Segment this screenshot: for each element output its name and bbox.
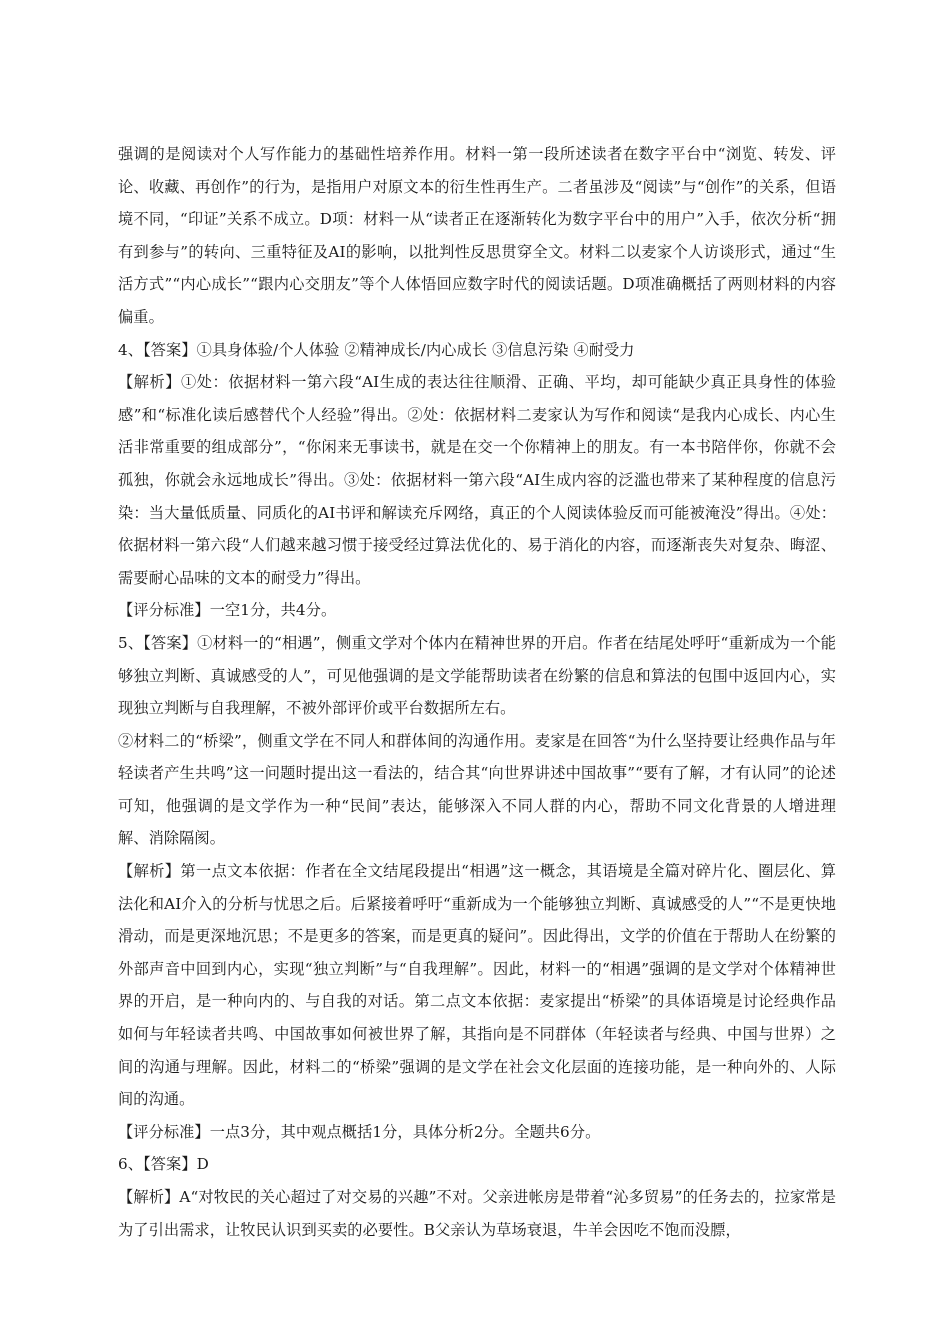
paragraph-q4-analysis: 【解析】①处：依据材料一第六段“AI生成的表达往往顺滑、正确、平均，却可能缺少真正具身性的体验感”和“标准化读后感替代个人经验”得出。②处：依据材料二麦家认为写作和阅读“是我内心成长、内心生活非常重要的组成部分”，“你闲来无事读书，就是在交一个你精神上的朋友。有一本书陪伴你，你就不会孤独，你就会永远地成长”得出。③处：依据材料一第六段“AI生成内容的泛滥也带来了某种程度的信息污染：当大量低质量、同质化的AI书评和解读充斥网络，真正的个人阅读体验反而可能被淹没”得出。④处：依据材料一第六段“人们越来越习惯于接受经过算法优化的、易于消化的内容，而逐渐丧失对复杂、晦涩、需要耐心品味的文本的耐受力”得出。 — [118, 373, 836, 587]
paragraph-q6-analysis: 【解析】A“对牧民的关心超过了对交易的兴趣”不对。父亲进帐房是带着“沁多贸易”的任务去的，拉家常是为了引出需求，让牧民认识到买卖的必要性。B父亲认为草场衰退，牛羊会因吃不饱而没膘， — [118, 1188, 836, 1239]
paragraph-q4-answer: 4、【答案】①具身体验/个人体验 ②精神成长/内心成长 ③信息污染 ④耐受力 — [118, 340, 635, 359]
paragraph-q5-answer-point-1: 5、【答案】①材料一的“相遇”，侧重文学对个体内在精神世界的开启。作者在结尾处呼吁“重新成为一个能够独立判断、真诚感受的人”，可见他强调的是文学能帮助读者在纷繁的信息和算法的包围中返回内心，实现独立判断与自我理解，不被外部评价或平台数据所左右。 — [118, 633, 836, 718]
paragraph-q4-scoring: 【评分标准】一空1分，共4分。 — [118, 601, 337, 620]
paragraph-q5-scoring: 【评分标准】一点3分，其中观点概括1分，具体分析2分。全题共6分。 — [118, 1122, 601, 1141]
document-page — [118, 138, 836, 1246]
paragraph-d-option-analysis: 强调的是阅读对个人写作能力的基础性培养作用。材料一第一段所述读者在数字平台中“浏览、转发、评论、收藏、再创作”的行为，是指用户对原文本的衍生性再生产。二者虽涉及“阅读”与“创作”的关系，但语境不同，“印证”关系不成立。D项：材料一从“读者正在逐渐转化为数字平台中的用户”入手，依次分析“拥有到参与”的转向、三重特征及AI的影响，以批判性反思贯穿全文。材料二以麦家个人访谈形式，通过“生活方式”“内心成长”“跟内心交朋友”等个人体悟回应数字时代的阅读话题。D项准确概括了两则材料的内容偏重。 — [118, 145, 836, 326]
paragraph-q5-analysis: 【解析】第一点文本依据：作者在全文结尾段提出“相遇”这一概念，其语境是全篇对碎片化、圈层化、算法化和AI介入的分析与忧思之后。后紧接着呼吁“重新成为一个能够独立判断、真诚感受的人”“不是更快地滑动，而是更深地沉思；不是更多的答案，而是更真的疑问”。因此得出，文学的价值在于帮助人在纷繁的外部声音中回到内心，实现“独立判断”与“自我理解”。因此，材料一的“相遇”强调的是文学对个体精神世界的开启，是一种向内的、与自我的对话。第二点文本依据：麦家提出“桥梁”的具体语境是讨论经典作品如何与年轻读者共鸣、中国故事如何被世界了解，其指向是不同群体（年轻读者与经典、中国与世界）之间的沟通与理解。因此，材料二的“桥梁”强调的是文学在社会文化层面的连接功能，是一种向外的、人际间的沟通。 — [118, 862, 836, 1109]
paragraph-q6-answer: 6、【答案】D — [118, 1155, 209, 1174]
paragraph-q5-answer-point-2: ②材料二的“桥梁”，侧重文学在不同人和群体间的沟通作用。麦家是在回答“为什么坚持要让经典作品与年轻读者产生共鸣”这一问题时提出这一看法的，结合其“向世界讲述中国故事”“要有了解，才有认同”的论述可知，他强调的是文学作为一种“民间”表达，能够深入不同人群的内心，帮助不同文化背景的人增进理解、消除隔阂。 — [118, 731, 836, 848]
